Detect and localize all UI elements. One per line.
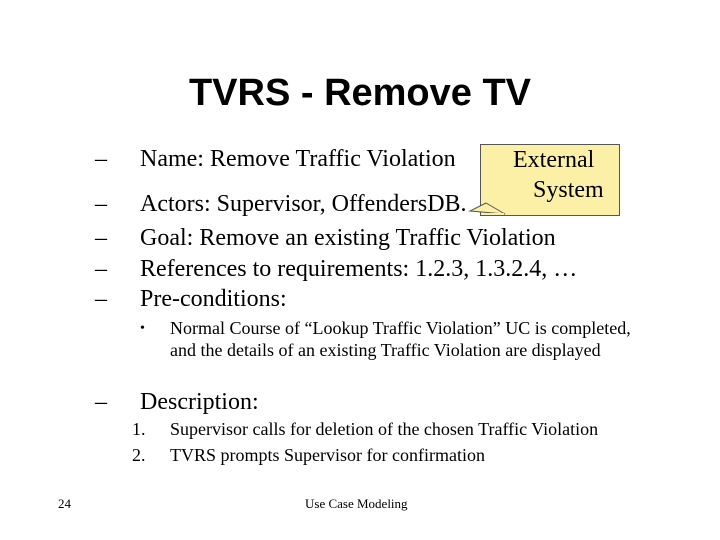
dash-marker: –: [95, 191, 107, 217]
list-item-name: Name: Remove Traffic Violation: [140, 146, 456, 172]
list-item-goal: Goal: Remove an existing Traffic Violation: [140, 225, 556, 251]
dash-marker: –: [95, 389, 107, 415]
bullet-marker: •: [140, 321, 145, 336]
callout-line-2: System: [533, 177, 604, 203]
step-number: 1.: [132, 419, 146, 439]
dash-marker: –: [95, 256, 107, 282]
dash-marker: –: [95, 146, 107, 172]
dash-marker: –: [95, 286, 107, 312]
step-text: TVRS prompts Supervisor for confirmation: [170, 445, 485, 465]
dash-marker: –: [95, 225, 107, 251]
external-system-callout: [480, 144, 620, 216]
slide-title: TVRS - Remove TV: [188, 72, 532, 114]
list-item-preconditions: Pre-conditions:: [140, 286, 287, 312]
footer-label: Use Case Modeling: [305, 496, 408, 511]
list-item-actors: Actors: Supervisor, OffendersDB.: [140, 191, 467, 217]
list-item-references: References to requirements: 1.2.3, 1.3.2.4, …: [140, 256, 578, 282]
step-number: 2.: [132, 445, 146, 465]
page-number: 24: [58, 496, 71, 511]
step-text: Supervisor calls for deletion of the chosen Traffic Violation: [170, 419, 599, 439]
callout-line-1: External: [513, 147, 595, 173]
list-item-description: Description:: [140, 389, 259, 415]
precondition-text: Normal Course of “Lookup Traffic Violation” UC is completed, and the details of an existing Traffic Violation are displayed: [170, 318, 631, 360]
